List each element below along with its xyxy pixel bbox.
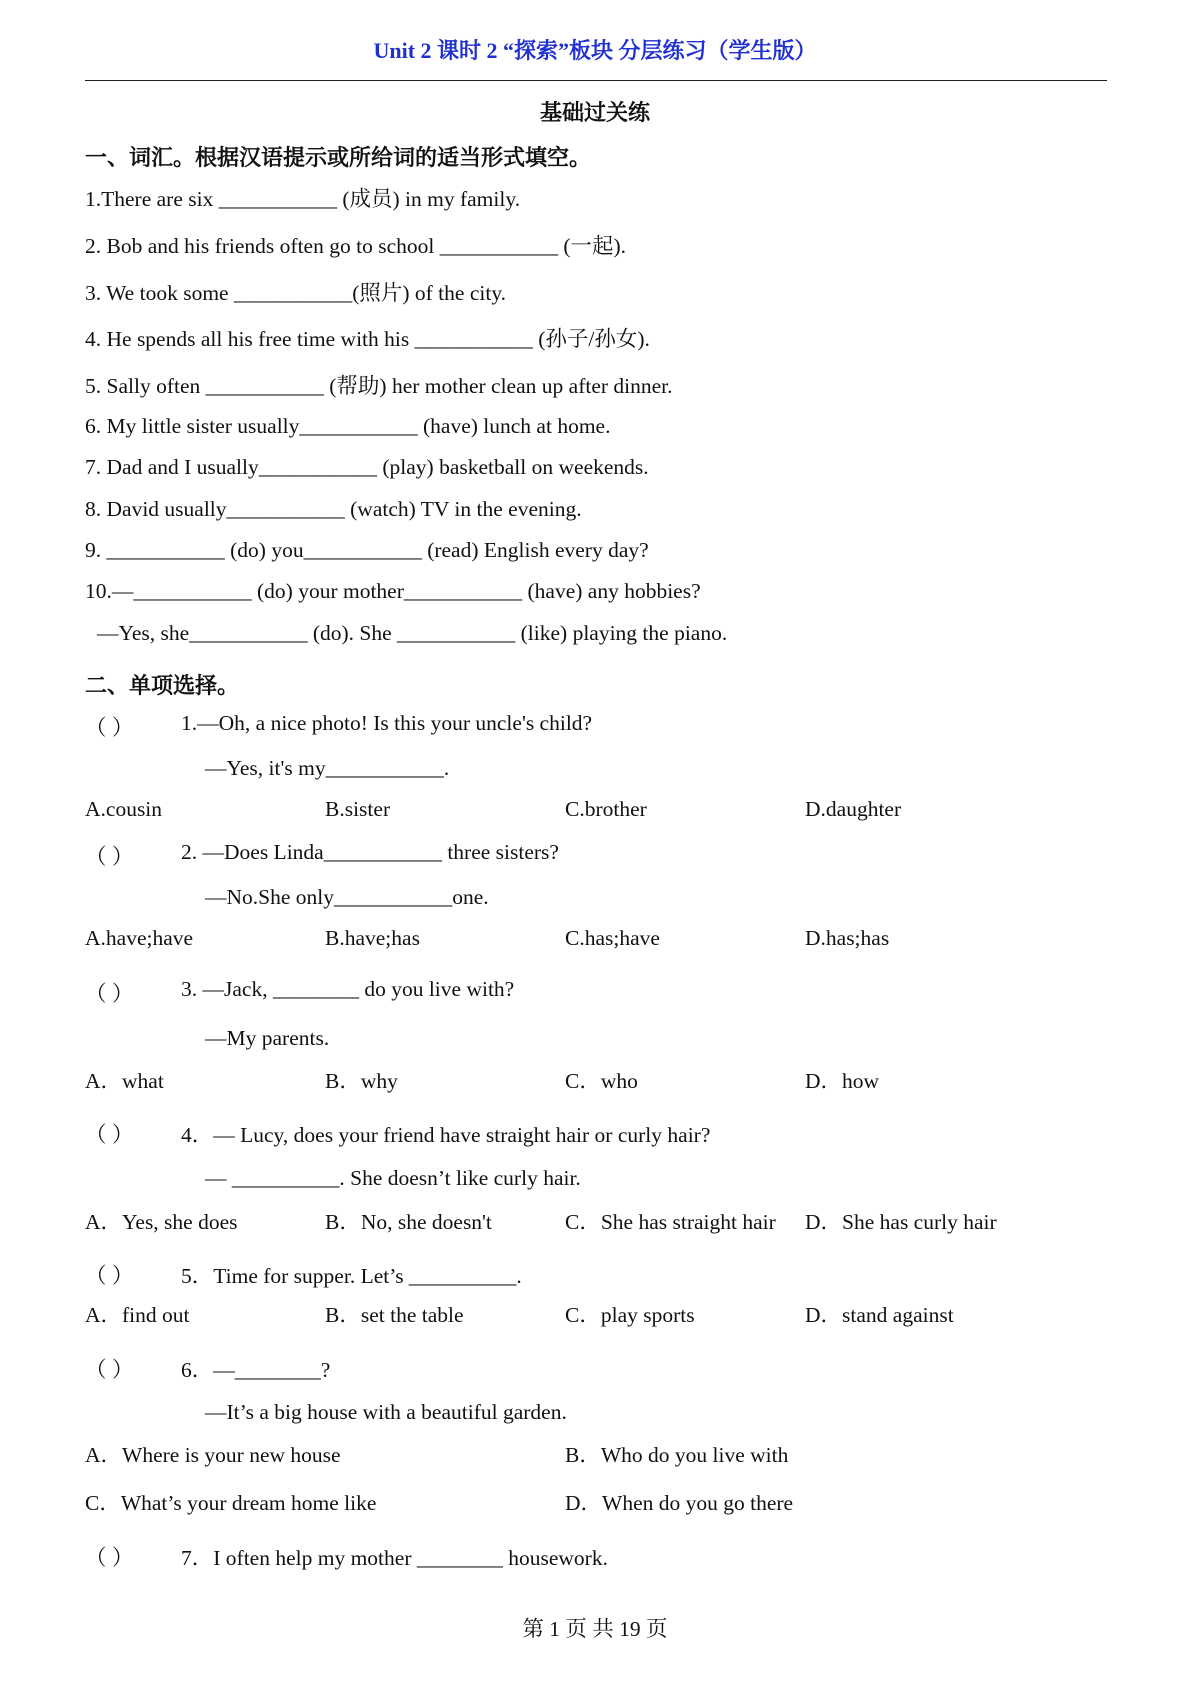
question-3-reply: —My parents.	[205, 1026, 330, 1050]
vocab-item-9: 9. ___________ (do) you___________ (read) English every day?	[85, 538, 649, 562]
q4-option-c[interactable]: C．She has straight hair	[565, 1210, 776, 1234]
vocab-item-3: 3. We took some ___________(照片) of the city.	[85, 281, 507, 305]
vocab-item-5: 5. Sally often ___________ (帮助) her mother clean up after dinner.	[85, 374, 673, 398]
q2-option-b[interactable]: B.have;has	[325, 926, 420, 950]
q6-option-c[interactable]: C．What’s your dream home like	[85, 1491, 377, 1515]
vocab-item-2: 2. Bob and his friends often go to school ___________ (一起).	[85, 234, 627, 258]
answer-bracket-1[interactable]: （ ）	[85, 716, 134, 740]
q3-option-a[interactable]: A．what	[85, 1069, 164, 1093]
q2-option-c[interactable]: C.has;have	[565, 926, 660, 950]
q5-option-a[interactable]: A．find out	[85, 1303, 190, 1327]
q6-option-b[interactable]: B．Who do you live with	[565, 1443, 789, 1467]
answer-bracket-3[interactable]: （ ）	[85, 982, 134, 1006]
q4-option-b[interactable]: B．No, she doesn't	[325, 1210, 492, 1234]
answer-bracket-6[interactable]: （ ）	[85, 1358, 134, 1382]
q1-option-b[interactable]: B.sister	[325, 797, 391, 821]
question-2-stem: 2. —Does Linda___________ three sisters?	[181, 840, 559, 864]
vocab-item-10-reply: —Yes, she___________ (do). She ___________ (like) playing the piano.	[97, 621, 728, 645]
q5-option-b[interactable]: B．set the table	[325, 1303, 464, 1327]
answer-bracket-7[interactable]: （ ）	[85, 1546, 134, 1570]
q1-option-c[interactable]: C.brother	[565, 797, 647, 821]
page-number: 第 1 页 共 19 页	[522, 1617, 668, 1641]
answer-bracket-2[interactable]: （ ）	[85, 845, 134, 869]
question-5-stem: 5．Time for supper. Let’s __________.	[181, 1264, 522, 1288]
section1-heading: 一、词汇。根据汉语提示或所给词的适当形式填空。	[85, 145, 592, 170]
question-6-stem: 6．—________?	[181, 1358, 331, 1382]
question-1-reply: —Yes, it's my___________.	[205, 756, 450, 780]
q3-option-d[interactable]: D．how	[805, 1069, 880, 1093]
vocab-item-4: 4. He spends all his free time with his ___________ (孙子/孙女).	[85, 327, 650, 351]
question-3-stem: 3. —Jack, ________ do you live with?	[181, 977, 515, 1001]
vocab-item-1: 1.There are six ___________ (成员) in my family.	[85, 187, 521, 211]
vocab-item-7: 7. Dad and I usually___________ (play) basketball on weekends.	[85, 455, 649, 479]
question-4-stem: 4．— Lucy, does your friend have straight hair or curly hair?	[181, 1123, 711, 1147]
header-divider	[85, 80, 1107, 81]
q2-option-a[interactable]: A.have;have	[85, 926, 194, 950]
question-4-reply: — __________. She doesn’t like curly hair.	[205, 1166, 581, 1190]
q6-option-d[interactable]: D．When do you go there	[565, 1491, 794, 1515]
answer-bracket-5[interactable]: （ ）	[85, 1264, 134, 1288]
vocab-item-8: 8. David usually___________ (watch) TV in the evening.	[85, 497, 582, 521]
vocab-item-6: 6. My little sister usually___________ (have) lunch at home.	[85, 414, 611, 438]
q5-option-c[interactable]: C．play sports	[565, 1303, 695, 1327]
q1-option-a[interactable]: A.cousin	[85, 797, 163, 821]
q4-option-d[interactable]: D．She has curly hair	[805, 1210, 997, 1234]
question-6-reply: —It’s a big house with a beautiful garden.	[205, 1400, 567, 1424]
q1-option-d[interactable]: D.daughter	[805, 797, 902, 821]
q4-option-a[interactable]: A．Yes, she does	[85, 1210, 238, 1234]
q3-option-b[interactable]: B．why	[325, 1069, 398, 1093]
question-2-reply: —No.She only___________one.	[205, 885, 489, 909]
vocab-item-10: 10.—___________ (do) your mother___________ (have) any hobbies?	[85, 579, 701, 603]
q3-option-c[interactable]: C．who	[565, 1069, 638, 1093]
section2-heading: 二、单项选择。	[85, 673, 240, 698]
section-subtitle: 基础过关练	[539, 100, 650, 125]
answer-bracket-4[interactable]: （ ）	[85, 1123, 134, 1147]
q5-option-d[interactable]: D．stand against	[805, 1303, 954, 1327]
question-1-stem: 1.—Oh, a nice photo! Is this your uncle's child?	[181, 711, 593, 735]
q2-option-d[interactable]: D.has;has	[805, 926, 890, 950]
document-title: Unit 2 课时 2 “探索”板块 分层练习（学生版）	[373, 38, 817, 63]
question-7-stem: 7．I often help my mother ________ housework.	[181, 1546, 608, 1570]
q6-option-a[interactable]: A．Where is your new house	[85, 1443, 341, 1467]
